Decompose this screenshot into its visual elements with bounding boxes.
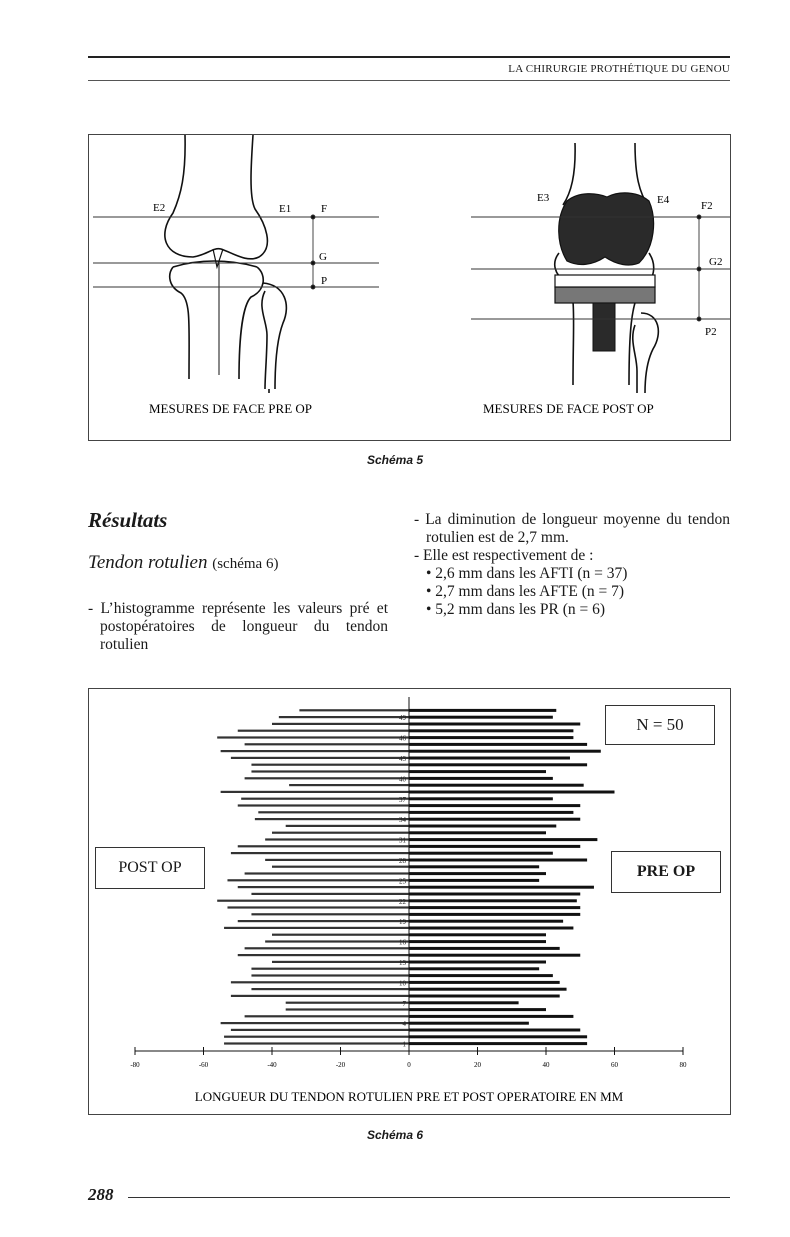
x-tick-label: 60 <box>611 1061 618 1069</box>
postop-bar <box>286 825 409 827</box>
category-label: 46 <box>399 734 406 743</box>
postop-bar <box>272 866 409 868</box>
category-label: 19 <box>399 918 406 927</box>
postop-bar <box>217 736 409 738</box>
postop-bar <box>245 777 409 779</box>
label-g: G <box>319 251 327 263</box>
preop-bar <box>409 818 580 821</box>
preop-bar <box>409 940 546 943</box>
preop-bar <box>409 1008 546 1011</box>
preop-bar <box>409 757 570 760</box>
right-column <box>414 511 730 619</box>
category-label: 28 <box>399 857 406 865</box>
postop-bar <box>251 988 409 990</box>
schema5-caption: Schéma 5 <box>366 453 424 467</box>
postop-bar <box>251 764 409 766</box>
preop-bar <box>409 852 553 855</box>
tibial-stem <box>593 303 615 351</box>
running-title: LA CHIRURGIE PROTHÉTIQUE DU GENOU <box>508 63 730 75</box>
postop-bar <box>231 1029 409 1031</box>
preop-bar <box>409 974 553 977</box>
tibial-tray <box>555 287 655 303</box>
category-label: 7 <box>402 999 406 1008</box>
category-label: 16 <box>399 938 406 947</box>
x-tick-label: 80 <box>679 1061 687 1069</box>
preop-label-box <box>611 851 721 893</box>
preop-bar <box>409 750 601 753</box>
preop-bar <box>409 716 553 719</box>
bullet-afti: • 2,6 mm dans les AFTI (n = 37) <box>426 565 628 582</box>
subheading-note: (schéma 6) <box>212 556 279 572</box>
mean-decrease-text: - La diminution de longueur moyenne du tendon rotulien est de 2,7 mm. <box>414 511 730 546</box>
label-f2: F2 <box>701 200 713 212</box>
preop-bar <box>409 723 580 726</box>
postop-bar <box>286 1008 409 1010</box>
postop-bar <box>272 723 409 725</box>
preop-bar <box>409 709 556 712</box>
preop-bar <box>409 886 594 889</box>
postop-bar <box>251 968 409 970</box>
n-label-box <box>605 705 715 745</box>
postop-bar <box>227 906 409 908</box>
preop-bar <box>409 770 546 773</box>
tendon-length-histogram <box>89 689 730 1114</box>
postop-bar <box>272 934 409 936</box>
postop-bar <box>231 981 409 983</box>
label-f: F <box>321 203 328 215</box>
category-label: 22 <box>399 897 406 906</box>
postop-bar <box>238 920 409 922</box>
preop-bar <box>409 763 587 766</box>
preop-bar <box>409 865 539 868</box>
postop-bars <box>217 709 409 1044</box>
x-axis-title: LONGUEUR DU TENDON ROTULIEN PRE ET POST OPERATOIRE EN MM <box>194 1089 624 1104</box>
preop-bar <box>409 797 553 800</box>
preop-bars <box>409 709 615 1045</box>
postop-bar <box>251 913 409 915</box>
schema5-frame <box>88 134 731 441</box>
postop-bar <box>245 947 409 949</box>
preop-bar <box>409 859 587 862</box>
postop-bar <box>272 961 409 963</box>
postop-bar <box>272 832 409 834</box>
category-label: 25 <box>399 877 406 886</box>
preop-bar <box>409 1022 529 1025</box>
preop-bar <box>409 920 563 923</box>
postop-bar <box>224 1036 409 1038</box>
preop-bar <box>409 995 560 998</box>
preop-bar <box>409 879 539 882</box>
postop-bar <box>238 954 409 956</box>
label-e3: E3 <box>537 192 550 204</box>
preop-bar <box>409 729 573 732</box>
femoral-component <box>559 193 654 265</box>
postop-label-box <box>95 847 205 889</box>
label-e4: E4 <box>657 194 670 206</box>
category-label: 37 <box>399 795 406 804</box>
preop-bar <box>409 981 560 984</box>
category-label: 4 <box>402 1020 406 1029</box>
preop-bar <box>409 1001 519 1004</box>
header-bottom-rule <box>88 80 730 81</box>
preop-bar <box>409 743 587 746</box>
preop-bar <box>409 1029 580 1032</box>
postop-caption: MESURES DE FACE POST OP <box>483 401 654 416</box>
postop-bar <box>251 893 409 895</box>
category-label: 10 <box>399 979 406 988</box>
bullet-afte: • 2,7 mm dans les AFTE (n = 7) <box>426 583 625 600</box>
x-tick-label: 0 <box>407 1061 411 1069</box>
label-e2: E2 <box>153 202 166 214</box>
left-column <box>88 600 388 654</box>
n-label: N = 50 <box>636 715 684 734</box>
postop-bar <box>245 743 409 745</box>
postop-knee-drawing <box>555 143 659 393</box>
postop-bar <box>265 859 409 861</box>
preop-bar <box>409 1035 587 1038</box>
x-tick-label: 40 <box>542 1061 550 1069</box>
postop-bar <box>221 750 409 752</box>
header-top-rule <box>88 56 730 58</box>
category-label: 49 <box>399 714 406 723</box>
preop-bar <box>409 811 573 814</box>
preop-bar <box>409 893 580 896</box>
bullet-pr: • 5,2 mm dans les PR (n = 6) <box>426 601 606 618</box>
preop-bar <box>409 845 580 848</box>
postop-bar <box>255 818 409 820</box>
preop-bar <box>409 825 556 828</box>
postop-bar <box>299 709 409 711</box>
label-p: P <box>321 275 328 287</box>
postop-bar <box>251 974 409 976</box>
preop-bar <box>409 961 546 964</box>
preop-bar <box>409 831 546 834</box>
preop-bar <box>409 967 539 970</box>
postop-bar <box>279 716 409 718</box>
category-label: 13 <box>399 959 406 967</box>
subheading-italic: Tendon rotulien <box>88 552 208 573</box>
preop-knee-drawing <box>165 135 287 393</box>
tendon-subheading <box>88 552 278 574</box>
postop-bar <box>231 757 409 759</box>
preop-label: PRE OP <box>636 863 696 880</box>
histogram-description: - L’histogramme représente les valeurs pré et postopératoires de longueur du tendon rotulien <box>88 600 388 653</box>
postop-bar <box>258 811 409 813</box>
preop-bar <box>409 899 577 902</box>
postop-bar <box>238 730 409 732</box>
preop-caption: MESURES DE FACE PRE OP <box>149 401 313 416</box>
preop-bar <box>409 1042 587 1045</box>
postop-bar <box>227 879 409 881</box>
preop-bar <box>409 988 567 991</box>
preop-bar <box>409 954 580 957</box>
postop-bar <box>245 1015 409 1017</box>
label-p2: P2 <box>705 326 717 338</box>
schema6-caption: Schéma 6 <box>366 1128 424 1142</box>
schema6-frame <box>88 688 731 1115</box>
postop-bar <box>265 838 409 840</box>
x-tick-label: -40 <box>267 1061 277 1069</box>
x-axis-ticks <box>130 1047 687 1069</box>
respectively-text: - Elle est respectivement de : <box>414 547 594 564</box>
preop-bar <box>409 927 573 930</box>
postop-bar <box>224 927 409 929</box>
postop-bar <box>251 770 409 772</box>
preop-bar <box>409 947 560 950</box>
preop-bar <box>409 838 597 841</box>
postop-bar <box>217 900 409 902</box>
postop-bar <box>238 845 409 847</box>
postop-label: POST OP <box>118 859 182 876</box>
preop-bar <box>409 1015 573 1018</box>
label-g2: G2 <box>709 256 723 268</box>
preop-bar <box>409 736 573 739</box>
postop-bar <box>221 1022 409 1024</box>
postop-bar <box>241 798 409 800</box>
x-tick-label: 20 <box>474 1061 481 1069</box>
preop-bar <box>409 913 580 916</box>
postop-bar <box>238 804 409 806</box>
x-tick-label: -20 <box>335 1061 346 1069</box>
preop-bar <box>409 784 584 787</box>
category-label: 31 <box>399 836 406 845</box>
x-tick-label: -80 <box>130 1061 140 1069</box>
category-label: 40 <box>399 775 406 784</box>
preop-bar <box>409 872 546 875</box>
postop-bar <box>245 872 409 874</box>
postop-bar <box>231 995 409 997</box>
preop-bar <box>409 933 546 936</box>
category-label: 43 <box>399 755 406 763</box>
postop-bar <box>231 852 409 854</box>
page-number: 288 <box>88 1185 114 1204</box>
x-tick-label: -60 <box>198 1061 209 1069</box>
category-label: 1 <box>402 1040 406 1049</box>
preop-bar <box>409 777 553 780</box>
preop-bar <box>409 791 615 794</box>
preop-bar <box>409 804 580 807</box>
postop-bar <box>289 784 409 786</box>
results-heading: Résultats <box>88 508 168 532</box>
label-e1: E1 <box>279 203 292 215</box>
category-label: 34 <box>399 816 406 825</box>
postop-bar <box>221 791 409 793</box>
postop-bar <box>224 1042 409 1044</box>
postop-bar <box>238 886 409 888</box>
knee-diagrams <box>89 135 730 440</box>
postop-bar <box>286 1002 409 1004</box>
postop-bar <box>265 940 409 942</box>
preop-bar <box>409 906 580 909</box>
footer-rule <box>128 1197 730 1198</box>
preop-measure-lines <box>93 215 379 289</box>
